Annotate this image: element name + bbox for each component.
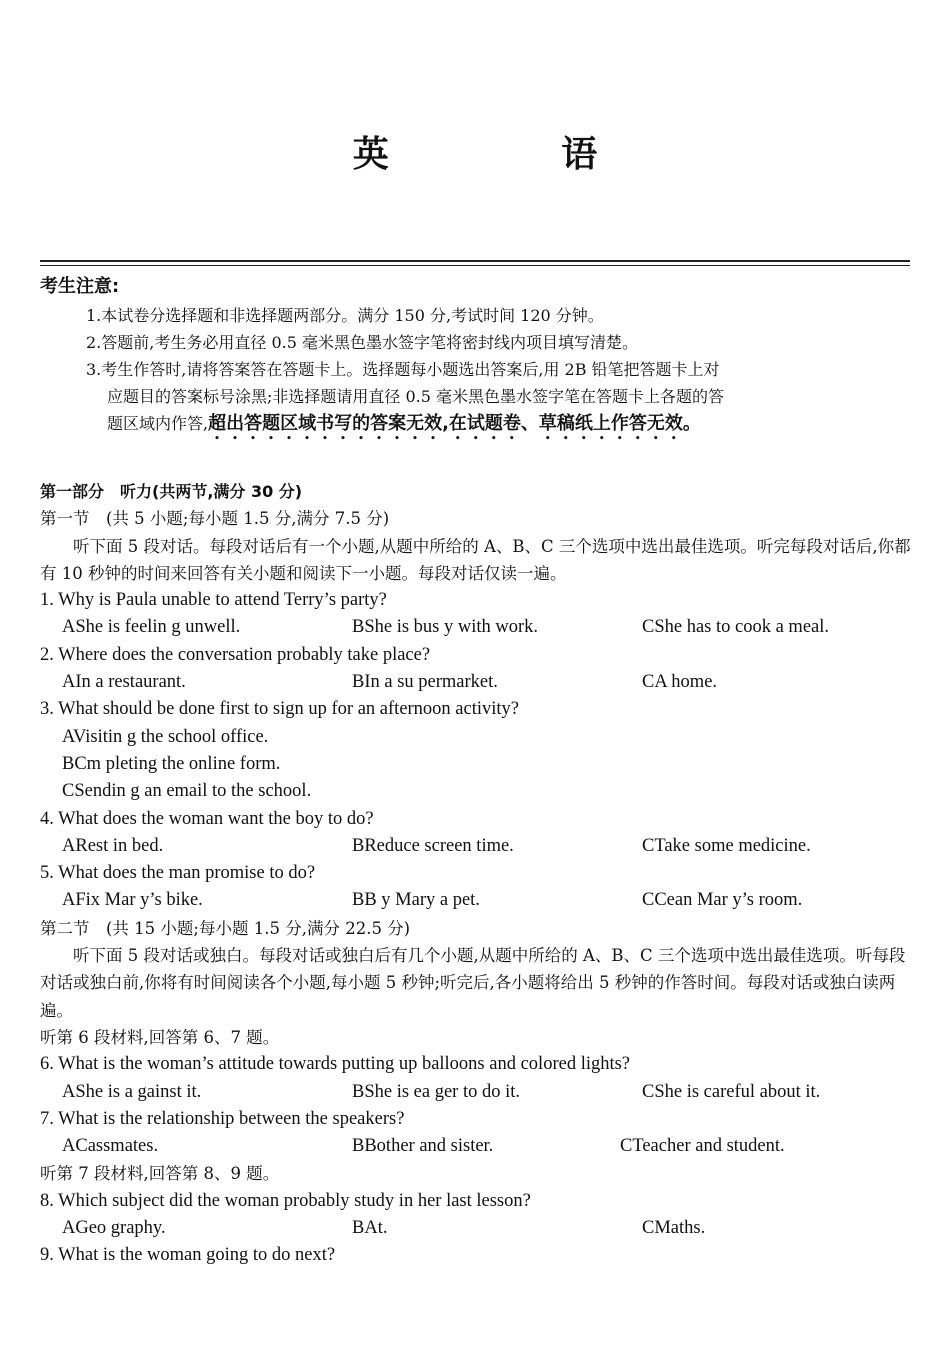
- section2-instruction: 听下面 5 段对话或独白。每段对话或独白后有几个小题,从题中所给的 A、B、C 三个选项中选出最佳选项。听每段对话或独白前,你将有时间阅读各个小题,每小题 5 秒钟;听完后,各小题将给出 5 秒钟的作答时间。每段对话或独白读两遍。: [40, 946, 906, 1020]
- notice-item-3-line1: 3.考生作答时,请将答案答在答题卡上。选择题每小题选出答案后,用 2B 铅笔把答题卡上对: [86, 360, 720, 379]
- option-b: BCm pleting the online form.: [62, 753, 281, 774]
- option-a: ARest in bed.: [62, 835, 164, 856]
- question-6: 6. What is the woman’s attitude towards putting up balloons and colored lights?: [40, 1054, 631, 1075]
- notice-heading: 考生注意:: [40, 276, 120, 297]
- question-2-options: [40, 669, 915, 696]
- option-a: AIn a restaurant.: [62, 672, 186, 693]
- question-8-options: [40, 1215, 915, 1242]
- question-4-options: [40, 833, 915, 860]
- option-c: CMaths.: [642, 1218, 706, 1239]
- question-4: 4. What does the woman want the boy to do?: [40, 808, 374, 829]
- option-b: BReduce screen time.: [352, 835, 514, 856]
- question-1-options: [40, 614, 915, 641]
- notice-item-3-line2: 应题目的答案标号涂黑;非选择题请用直径 0.5 毫米黑色墨水签字笔在答题卡上各题的答: [107, 387, 725, 406]
- question-9: 9. What is the woman going to do next?: [40, 1245, 336, 1266]
- question-7-options: [40, 1133, 915, 1160]
- section1-title: 第一节 (共 5 小题;每小题 1.5 分,满分 7.5 分): [40, 509, 390, 529]
- notice-item-3: [40, 356, 915, 444]
- section1-instruction: 听下面 5 段对话。每段对话后有一个小题,从题中所给的 A、B、C 三个选项中选出最佳选项。听完每段对话后,你都有 10 秒钟的时间来回答有关小题和阅读下一小题。每段对话仅读一遍。: [40, 536, 911, 583]
- option-b: BIn a su permarket.: [352, 672, 498, 693]
- option-c: CCean Mar y’s room.: [642, 890, 803, 911]
- header-rule: [40, 260, 910, 262]
- section2-title: 第二节 (共 15 小题;每小题 1.5 分,满分 22.5 分): [40, 918, 411, 938]
- option-b: BB y Mary a pet.: [352, 890, 480, 911]
- page-title: 英 语: [352, 134, 678, 175]
- material-7-heading: 听第 7 段材料,回答第 8、9 题。: [40, 1164, 280, 1184]
- option-a: AShe is feelin g unwell.: [62, 617, 241, 638]
- header-rule-thin: [40, 265, 910, 266]
- option-c: CTeacher and student.: [620, 1136, 785, 1157]
- option-c: CTake some medicine.: [642, 835, 811, 856]
- question-6-options: [40, 1079, 915, 1106]
- option-c: CA home.: [642, 672, 718, 693]
- question-5-options: [40, 887, 915, 914]
- option-c: CShe is careful about it.: [642, 1081, 821, 1102]
- notice-item-2: 2.答题前,考生务必用直径 0.5 毫米黑色墨水签字笔将密封线内项目填写清楚。: [86, 333, 638, 352]
- option-b: BShe is ea ger to do it.: [352, 1081, 521, 1102]
- option-c: CShe has to cook a meal.: [642, 617, 830, 638]
- option-b: BAt.: [352, 1218, 388, 1239]
- material-6-heading: 听第 6 段材料,回答第 6、7 题。: [40, 1027, 280, 1047]
- question-8: 8. Which subject did the woman probably study in her last lesson?: [40, 1190, 531, 1211]
- question-1: 1. Why is Paula unable to attend Terry’s party?: [40, 590, 387, 611]
- question-3: 3. What should be done first to sign up for an afternoon activity?: [40, 699, 520, 720]
- notice-emphasis: 超出答题区域书写的答案无效,在试题卷、草稿纸上作答无效。: [208, 413, 701, 434]
- listening-part: [40, 478, 915, 1270]
- question-2: 2. Where does the conversation probably take place?: [40, 644, 431, 665]
- option-b: BShe is bus y with work.: [352, 617, 539, 638]
- option-a: AGeo graphy.: [62, 1218, 166, 1239]
- option-b: BBother and sister.: [352, 1136, 494, 1157]
- notice-item-3-line3: [86, 410, 915, 444]
- question-5: 5. What does the man promise to do?: [40, 863, 316, 884]
- option-a: AVisitin g the school office.: [62, 726, 269, 747]
- option-a: AFix Mar y’s bike.: [62, 890, 203, 911]
- option-c: CSendin g an email to the school.: [62, 781, 312, 802]
- option-a: ACassmates.: [62, 1136, 159, 1157]
- exam-notice: [40, 272, 915, 444]
- part1-title: 第一部分 听力(共两节,满分 30 分): [40, 482, 303, 501]
- notice-item-1: 1.本试卷分选择题和非选择题两部分。满分 150 分,考试时间 120 分钟。: [86, 306, 604, 325]
- question-7: 7. What is the relationship between the speakers?: [40, 1108, 405, 1129]
- option-a: AShe is a gainst it.: [62, 1081, 202, 1102]
- notice-item-3-line3-text: 题区域内作答,: [107, 414, 209, 433]
